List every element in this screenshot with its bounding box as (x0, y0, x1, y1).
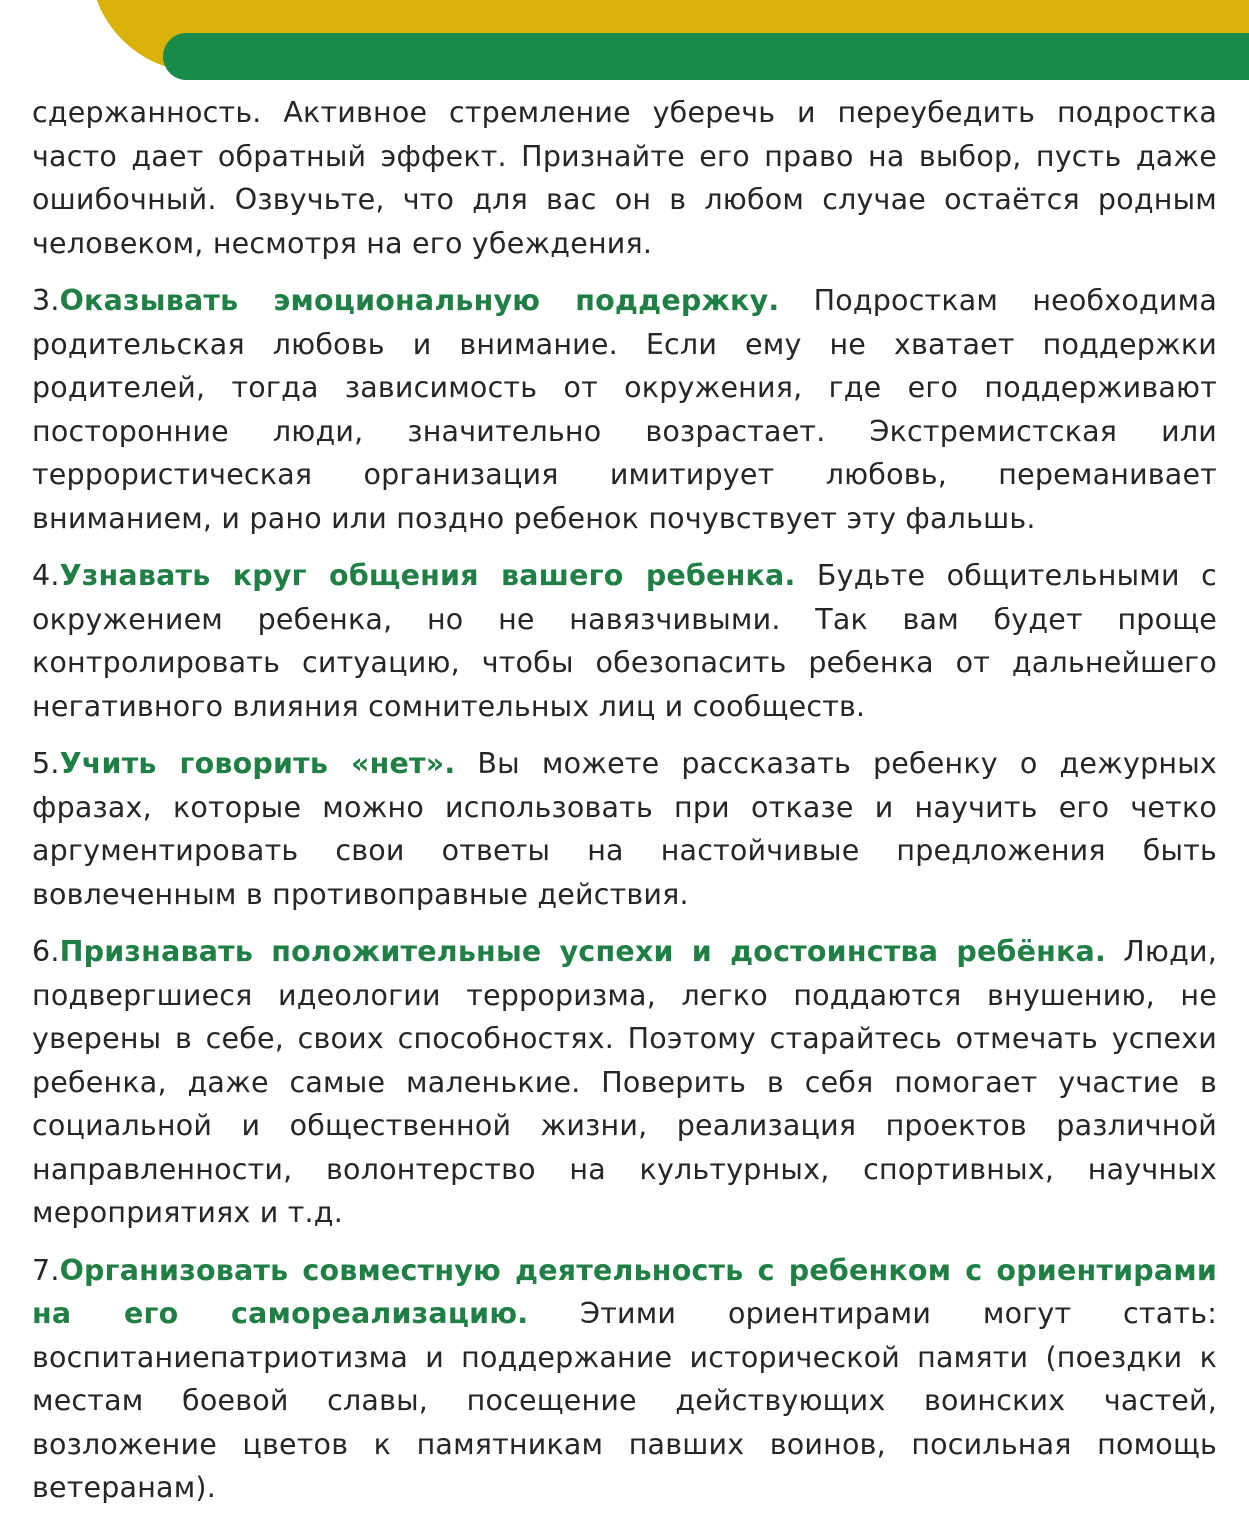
header-green-band (163, 33, 1249, 80)
item-number: 5. (32, 747, 60, 780)
document-body (32, 91, 1217, 1524)
paragraph-item-3 (32, 279, 1217, 540)
item-heading: Признавать положительные успехи и достоинства ребёнка. (59, 935, 1107, 968)
item-heading: Организовать совместную деятельность с ребенком с ориентирами на его самореализацию. (32, 1253, 1217, 1330)
paragraph-intro (32, 91, 1217, 265)
item-number: 6. (32, 935, 60, 968)
paragraph-item-5 (32, 742, 1217, 916)
paragraph-item-7 (32, 1249, 1217, 1510)
item-heading: Учить говорить «нет». (59, 747, 456, 780)
paragraph-body: Люди, подвергшиеся идеологии терроризма, легко поддаются внушению, не уверены в себе, своих способностях. Поэтому старайтесь отмечать успехи ребенка, даже самые маленькие. Поверить в себя помогает участие в социальной и общественной жизни, реализация проектов различной направленности, волонтерство на культурных, спортивных, научных мероприятиях и т.д. (32, 935, 1218, 1229)
paragraph-item-6 (32, 930, 1217, 1235)
item-number: 3. (32, 284, 60, 317)
item-number: 4. (32, 559, 60, 592)
paragraph-body: Подросткам необходима родительская любовь и внимание. Если ему не хватает поддержки родителей, тогда зависимость от окружения, где его поддерживают посторонние люди, значительно возрастает. Экстремистская или террористическая организация имитирует любовь, переманивает вниманием, и рано или поздно ребенок почувствует эту фальшь. (32, 284, 1217, 535)
item-heading: Узнавать круг общения вашего ребенка. (59, 559, 796, 592)
item-number: 7. (32, 1253, 60, 1287)
paragraph-body: Этими ориентирами могут стать: воспитаниепатриотизма и поддержание исторической памяти (поездки к местам боевой славы, посещение действующих воинских частей, возложение цветов к памятникам павших воинов, посильная помощь ветеранам). (32, 1297, 1217, 1504)
item-heading: Оказывать эмоциональную поддержку. (59, 284, 780, 317)
paragraph-item-4 (32, 554, 1217, 728)
paragraph-body: сдержанность. Активное стремление уберечь и переубедить подростка часто дает обратный эффект. Признайте его право на выбор, пусть даже ошибочный. Озвучьте, что для вас он в любом случае остаётся родным человеком, несмотря на его убеждения. (32, 96, 1217, 260)
paragraph-body: Вы можете рассказать ребенку о дежурных фразах, которые можно использовать при отказе и научить его четко аргументировать свои ответы на настойчивые предложения быть вовлеченным в противоправные действия. (32, 747, 1217, 911)
paragraph-body: Будьте общительными с окружением ребенка, но не навязчивыми. Так вам будет проще контролировать ситуацию, чтобы обезопасить ребенка от дальнейшего негативного влияния сомнительных лиц и сообществ. (32, 559, 1217, 723)
